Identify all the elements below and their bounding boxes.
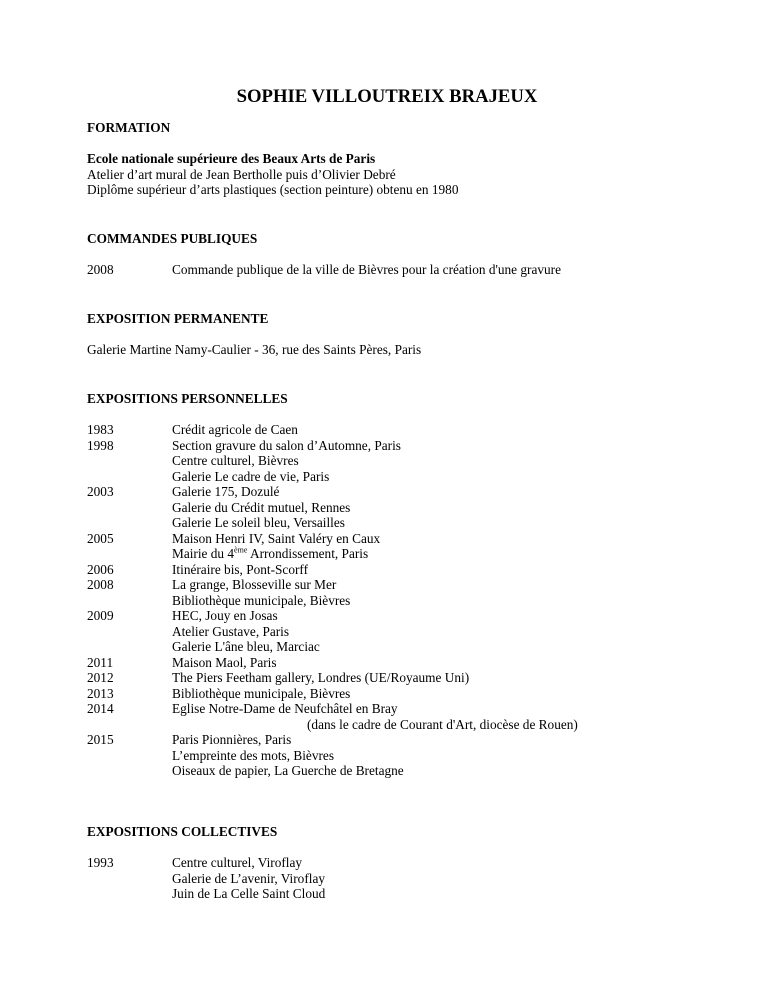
exhibition-row xyxy=(87,562,687,578)
exhibition-venue: Itinéraire bis, Pont-Scorff xyxy=(172,561,309,577)
commandes-heading: COMMANDES PUBLIQUES xyxy=(87,231,258,246)
exhibition-row xyxy=(87,686,687,702)
formation-school: Ecole nationale supérieure des Beaux Arts de Paris xyxy=(87,151,376,166)
commandes-row xyxy=(87,262,687,278)
exhibition-venue xyxy=(172,546,687,562)
exhibition-row xyxy=(87,515,687,531)
ordinal-superscript: ème xyxy=(234,545,248,555)
formation-heading: FORMATION xyxy=(87,120,171,135)
formation-line: Diplôme supérieur d’arts plastiques (section peinture) obtenu en 1980 xyxy=(87,182,459,197)
exhibition-row xyxy=(87,855,687,871)
exhibition-venue: Maison Henri IV, Saint Valéry en Caux xyxy=(172,530,381,546)
exhibition-row xyxy=(87,748,687,764)
exhibition-row xyxy=(87,577,687,593)
commandes-year: 2008 xyxy=(87,262,114,277)
exhibition-venue: Bibliothèque municipale, Bièvres xyxy=(172,685,351,701)
exhibition-row xyxy=(87,701,687,717)
personnelles-heading: EXPOSITIONS PERSONNELLES xyxy=(87,391,288,406)
collectives-list xyxy=(87,855,687,902)
exhibition-year: 2009 xyxy=(87,608,114,623)
exhibition-year xyxy=(87,763,172,779)
exhibition-row xyxy=(87,670,687,686)
exhibition-year: 2006 xyxy=(87,561,114,577)
exhibition-row xyxy=(87,717,687,733)
exhibition-year: 2015 xyxy=(87,732,114,747)
exhibition-venue: Maison Maol, Paris xyxy=(172,654,277,670)
personnelles-list xyxy=(87,422,687,779)
exhibition-venue: Galerie Le soleil bleu, Versailles xyxy=(172,515,345,530)
permanente-text: Galerie Martine Namy-Caulier - 36, rue des Saints Pères, Paris xyxy=(87,342,422,357)
exhibition-year: 1993 xyxy=(87,855,114,870)
collectives-section xyxy=(87,824,687,840)
exhibition-venue: Centre culturel, Viroflay xyxy=(172,855,303,870)
exhibition-venue: Galerie du Crédit mutuel, Rennes xyxy=(172,499,351,515)
exhibition-venue: Paris Pionnières, Paris xyxy=(172,732,292,747)
exhibition-row xyxy=(87,469,687,485)
exhibition-row xyxy=(87,763,687,779)
exhibition-venue: HEC, Jouy en Josas xyxy=(172,608,278,623)
exhibition-row xyxy=(87,484,687,500)
exhibition-row xyxy=(87,531,687,547)
document-title: SOPHIE VILLOUTREIX BRAJEUX xyxy=(236,86,538,107)
exhibition-venue: Galerie de L’avenir, Viroflay xyxy=(172,870,325,886)
exhibition-venue: (dans le cadre de Courant d'Art, diocèse de Rouen) xyxy=(307,716,578,732)
exhibition-row xyxy=(87,871,687,887)
exhibition-venue: Eglise Notre-Dame de Neufchâtel en Bray xyxy=(172,701,398,716)
exhibition-year xyxy=(87,871,172,887)
exhibition-year xyxy=(87,515,172,531)
exhibition-year: 1983 xyxy=(87,422,114,437)
exhibition-row xyxy=(87,422,687,438)
exhibition-year xyxy=(87,500,172,516)
exhibition-venue: Juin de La Celle Saint Cloud xyxy=(172,886,326,901)
commandes-text: Commande publique de la ville de Bièvres pour la création d'une gravure xyxy=(172,262,561,277)
exhibition-year xyxy=(87,624,172,640)
commandes-section xyxy=(87,231,687,247)
exhibition-venue: Oiseaux de papier, La Guerche de Bretagne xyxy=(172,763,404,778)
exhibition-venue: Crédit agricole de Caen xyxy=(172,422,298,437)
permanente-section xyxy=(87,311,687,327)
formation-line: Atelier d’art mural de Jean Bertholle puis d’Olivier Debré xyxy=(87,166,396,182)
exhibition-venue: Atelier Gustave, Paris xyxy=(172,623,290,639)
exhibition-year: 1998 xyxy=(87,437,114,453)
permanente-heading: EXPOSITION PERMANENTE xyxy=(87,311,269,326)
exhibition-year: 2008 xyxy=(87,577,114,592)
exhibition-row xyxy=(87,608,687,624)
venue-text-pre: Mairie du 4 xyxy=(172,546,235,561)
formation-details xyxy=(87,151,687,198)
exhibition-year xyxy=(87,748,172,764)
exhibition-year xyxy=(87,469,172,485)
exhibition-year: 2013 xyxy=(87,685,114,701)
exhibition-venue: Galerie 175, Dozulé xyxy=(172,484,280,499)
exhibition-row xyxy=(87,732,687,748)
exhibition-year xyxy=(87,639,172,655)
exhibition-year xyxy=(87,593,172,609)
exhibition-year: 2005 xyxy=(87,530,114,546)
exhibition-year: 2012 xyxy=(87,670,114,685)
exhibition-row xyxy=(87,546,687,562)
exhibition-year: 2011 xyxy=(87,654,114,670)
exhibition-row xyxy=(87,593,687,609)
exhibition-row xyxy=(87,438,687,454)
exhibition-row xyxy=(87,624,687,640)
exhibition-row xyxy=(87,886,687,902)
exhibition-year: 2014 xyxy=(87,701,114,716)
personnelles-section xyxy=(87,391,687,407)
venue-text-post: Arrondissement, Paris xyxy=(247,546,369,561)
permanente-text-wrap xyxy=(87,342,687,358)
exhibition-venue: La grange, Blosseville sur Mer xyxy=(172,577,337,592)
exhibition-venue: The Piers Feetham gallery, Londres (UE/Royaume Uni) xyxy=(172,670,470,685)
formation-section xyxy=(87,120,687,136)
exhibition-year xyxy=(87,886,172,902)
exhibition-venue: Bibliothèque municipale, Bièvres xyxy=(172,592,351,608)
exhibition-venue: Section gravure du salon d’Automne, Paris xyxy=(172,437,401,453)
exhibition-year xyxy=(87,717,172,733)
exhibition-venue: Centre culturel, Bièvres xyxy=(172,453,299,468)
exhibition-year xyxy=(87,546,172,562)
exhibition-row xyxy=(87,500,687,516)
exhibition-row xyxy=(87,655,687,671)
exhibition-venue: L’empreinte des mots, Bièvres xyxy=(172,747,334,763)
collectives-heading: EXPOSITIONS COLLECTIVES xyxy=(87,824,278,839)
exhibition-year xyxy=(87,453,172,469)
exhibition-year: 2003 xyxy=(87,484,114,499)
exhibition-row xyxy=(87,639,687,655)
exhibition-venue: Galerie L'âne bleu, Marciac xyxy=(172,639,320,654)
exhibition-venue: Galerie Le cadre de vie, Paris xyxy=(172,468,330,484)
exhibition-row xyxy=(87,453,687,469)
